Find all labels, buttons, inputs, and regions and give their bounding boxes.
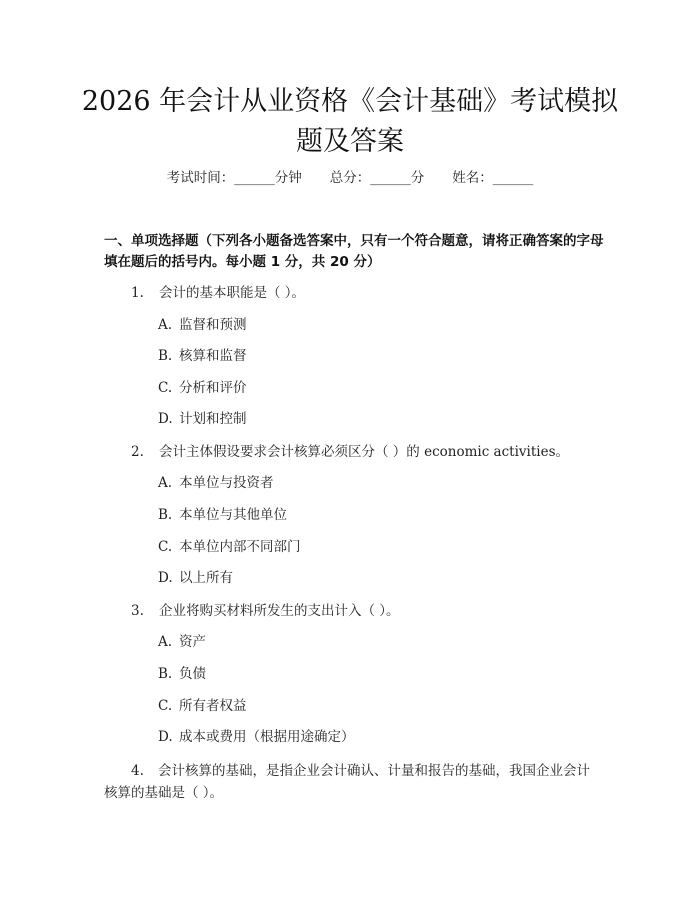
option-letter: B. (158, 507, 173, 523)
option-letter: B. (158, 666, 173, 682)
question-3 (131, 602, 400, 620)
question-text: 会计核算的基础，是指企业会计确认、计量和报告的基础，我国企业会计核算的基础是（ ）。 (104, 763, 590, 801)
question-1 (131, 284, 305, 302)
question-number: 3. (131, 603, 144, 619)
option-1d (158, 410, 247, 428)
option-text: 本单位与其他单位 (179, 507, 287, 523)
option-2c (158, 538, 301, 556)
exam-meta (0, 169, 700, 187)
option-text: 计划和控制 (179, 411, 247, 427)
option-2a (158, 474, 274, 492)
exam-name: 姓名：______ (452, 170, 534, 186)
page-title (0, 82, 700, 162)
option-1b (158, 347, 247, 365)
option-text: 核算和监督 (179, 348, 247, 364)
question-4 (104, 760, 602, 804)
option-letter: D. (158, 570, 173, 586)
option-letter: D. (158, 729, 173, 745)
option-3c (158, 697, 247, 715)
option-3a (158, 633, 206, 651)
option-letter: C. (158, 380, 173, 396)
exam-time: 考试时间：______分钟 (166, 170, 302, 186)
option-letter: A. (158, 634, 173, 650)
option-text: 监督和预测 (179, 317, 247, 333)
option-text: 资产 (179, 634, 206, 650)
option-letter: C. (158, 698, 173, 714)
question-text: 会计主体假设要求会计核算必须区分（ ）的 economic activities。 (159, 444, 570, 460)
option-text: 分析和评价 (179, 380, 247, 396)
option-text: 本单位内部不同部门 (179, 539, 301, 555)
option-letter: D. (158, 411, 173, 427)
question-text: 会计的基本职能是（ ）。 (159, 285, 306, 301)
option-3d (158, 728, 355, 746)
section-heading: 一、单项选择题（下列各小题备选答案中，只有一个符合题意，请将正确答案的字母填在题后的括号内。每小题 1 分，共 20 分） (104, 233, 604, 270)
option-text: 负债 (179, 666, 206, 682)
option-letter: B. (158, 348, 173, 364)
question-text: 企业将购买材料所发生的支出计入（ ）。 (159, 603, 400, 619)
question-number: 1. (131, 285, 144, 301)
option-text: 所有者权益 (179, 698, 247, 714)
question-number: 4. (131, 763, 144, 779)
exam-score: 总分：______分 (329, 170, 425, 186)
option-letter: C. (158, 539, 173, 555)
option-3b (158, 665, 206, 683)
question-number: 2. (131, 444, 144, 460)
question-2 (131, 443, 569, 461)
option-1a (158, 316, 247, 334)
option-text: 以上所有 (179, 570, 233, 586)
title-line-1: 2026 年会计从业资格《会计基础》考试模拟 (81, 86, 619, 117)
option-text: 本单位与投资者 (179, 475, 274, 491)
option-text: 成本或费用（根据用途确定） (179, 729, 355, 745)
option-letter: A. (158, 475, 173, 491)
option-2d (158, 569, 233, 587)
option-1c (158, 379, 247, 397)
option-letter: A. (158, 317, 173, 333)
option-2b (158, 506, 287, 524)
title-line-2: 题及答案 (296, 126, 404, 157)
